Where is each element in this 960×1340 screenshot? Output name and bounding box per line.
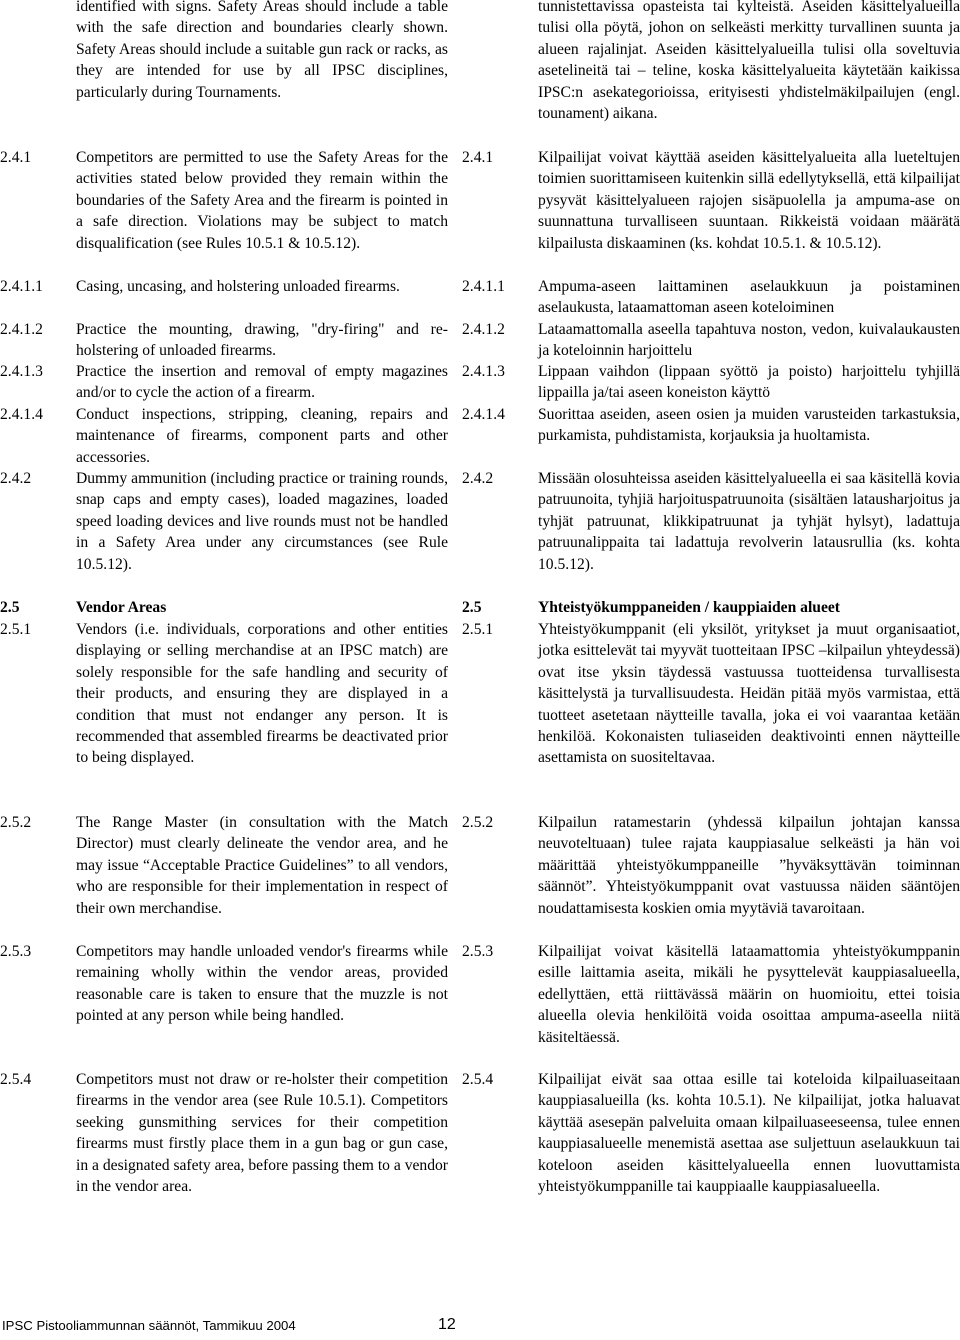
section-2-5-2 [0, 812, 448, 919]
section-2-5-4 [462, 1069, 960, 1197]
section-text: Vendors (i.e. individuals, corporations and other entities displaying or selling merchandise at an IPSC match) are solely responsible for the safe handling and security of their products, and ensuring they are displayed in a condition that must not endanger any person. It is recommended that assembled firearms be deactivated prior to being displayed. [76, 621, 448, 767]
continuation-paragraph: identified with signs. Safety Areas should include a table with the safe direction and boundaries clearly shown. Safety Areas should include a suitable gun rack or racks, as they are intended for use by all IPSC disciplines, particularly during Tournaments. [76, 0, 448, 101]
section-2-4-1-1 [0, 276, 448, 297]
section-number: 2.4.2 [462, 470, 494, 487]
section-text: Casing, uncasing, and holstering unloaded firearms. [76, 278, 400, 295]
page-number: 12 [438, 1316, 456, 1333]
section-text: Kilpailun ratamestarin (yhdessä kilpailun johtajan kanssa neuvoteltuaan) tulee rajata kauppiasalue selkeästi ja hän voi määrittää yhteistyökumppaneille ”hyväksyttävän toiminnan säännöt”. Yhteistyökumppanit ovat vastuussa näiden sääntöjen noudattamisesta koskien omia myytäviä tavaroitaan. [538, 814, 960, 917]
section-text: Competitors must not draw or re-holster their competition firearms in the vendor area (see Rule 10.5.1). Competitors seeking gunsmithing services for their competition firearms must firstly place them in a gun bag or gun case, in a designated safety area, before passing them to a vendor in the vendor area. [76, 1071, 448, 1196]
section-number: 2.5 [462, 599, 482, 616]
section-number: 2.4.2 [0, 470, 32, 487]
section-text: Missään olosuhteissa aseiden käsittelyalueella ei saa käsitellä kovia patruunoita, tyhjiä harjoituspatruunoita (sisältäen latausharjoitus ja tyhjät patruunat, klikkipatruunat ja tyhjät hylsyt), ladattuja patruunalippaita tai ladattuja revolverin latausrullia (ks. kohta 10.5.12). [538, 470, 960, 573]
continuation-paragraph: tunnistettavissa opasteista tai kylteistä. Aseiden käsittelyalueilla tulisi olla pöytä, johon on selkeästi merkitty turvallinen suunta ja alueen rajalinjat. Aseiden käsittelyalueilla tulisi olla soveltuvia asetelineitä tai – teline, koska käsittelyalueita käytetään kaikissa IPSC:n asekategorioissa, erityisesti yhdistelmäkilpailujen (engl. tounament) aikana. [538, 0, 960, 123]
section-2-5-1 [0, 619, 448, 769]
section-number: 2.4.1.4 [0, 406, 43, 423]
section-text: Practice the mounting, drawing, "dry-firing" and re-holstering of unloaded firearms. [76, 321, 448, 360]
section-text: Practice the insertion and removal of empty magazines and/or to cycle the action of a firearm. [76, 363, 448, 402]
section-text: Kilpailijat eivät saa ottaa esille tai koteloida kilpailuaseitaan kauppiasalueilla (ks. kohta 10.5.1). Ne kilpailijat, jotka haluavat käyttää asesepän palveluita omaan kilpailuaseeseensa, tulee ennen kauppiasalueelle menemistä asettaa ase suljettuun aselaukkuun tai koteloon aseiden käsittelyalueella ennen luovuttamista yhteistyökumppanille tai kauppiaalle kauppiasalueella. [538, 1071, 960, 1196]
page-footer: IPSC Pistooliammunnan säännöt, Tammikuu 2004 [2, 1318, 296, 1333]
section-number: 2.4.1.3 [462, 363, 505, 380]
section-number: 2.5.1 [0, 621, 32, 638]
section-2-5-3 [462, 941, 960, 1048]
section-heading: Vendor Areas [76, 599, 167, 616]
section-number: 2.5 [0, 599, 20, 616]
section-number: 2.5.1 [462, 621, 494, 638]
section-2-4-1 [462, 147, 960, 254]
section-number: 2.5.2 [462, 814, 494, 831]
section-number: 2.5.3 [0, 943, 32, 960]
section-text: Yhteistyökumppanit (eli yksilöt, yritykset ja muut organisaatiot, jotka esittelevät tai myyvät tuotteitaan IPSC –kilpailun yhteydessä) ovat itse yksin täydessä vastuussa tuotteidensa turvallisesta käsittelystä ja turvallisuudesta. Heidän pitää myös varmistaa, että tuotteet asetetaan näytteille tavalla, joka ei voi vaarantaa ketään henkilöä. Kokonaisten tuliaseiden deaktivointi ennen näytteille asettamista on suositeltavaa. [538, 621, 960, 767]
section-2-4-2 [462, 468, 960, 575]
section-2-4-1-3 [0, 361, 448, 404]
section-number: 2.4.1.2 [0, 321, 43, 338]
section-2-4-2 [0, 468, 448, 575]
section-2-4-1-1 [462, 276, 960, 319]
section-text: Suorittaa aseiden, aseen osien ja muiden varusteiden tarkastuksia, purkamista, puhdistamista, korjauksia ja huoltamista. [538, 406, 960, 445]
section-text: Kilpailijat voivat käsitellä lataamattomia yhteistyökumppanin esille laittamia aseita, mikäli he pysyttelevät kauppiasalueella, edellyttäen, että riittävässä määrin on huomioitu, ettei toisia alueella olevia henkilöitä voida osoittaa ampuma-aseella niitä käsiteltäessä. [538, 943, 960, 1046]
section-text: Ampuma-aseen laittaminen aselaukkuun ja poistaminen aselaukusta, lataamattoman aseen koteloiminen [538, 278, 960, 317]
section-2-5-3 [0, 941, 448, 1027]
section-2-4-1 [0, 147, 448, 254]
section-number: 2.5.2 [0, 814, 32, 831]
section-text: Competitors may handle unloaded vendor's firearms while remaining wholly within the vendor areas, provided reasonable care is taken to ensure that the muzzle is not pointed at any person while being handled. [76, 943, 448, 1025]
section-text: Conduct inspections, stripping, cleaning, repairs and maintenance of firearms, component parts and other accessories. [76, 406, 448, 466]
section-2-5-2 [462, 812, 960, 919]
section-number: 2.4.1.2 [462, 321, 505, 338]
section-number: 2.5.4 [0, 1071, 32, 1088]
section-text: Kilpailijat voivat käyttää aseiden käsittelyalueita alla lueteltujen toimien suorittamiseen kuitenkin sillä edellytyksellä, että kilpailijat pysyvät käsittelyalueen rajojen sisäpuolella ja ampuma-ase on suunnattuna turvalliseen suuntaan. Rikkeistä voidaan määrätä kilpailusta diskaaminen (ks. kohdat 10.5.1. & 10.5.12). [538, 149, 960, 252]
section-text: Competitors are permitted to use the Safety Areas for the activities stated below provided they remain within the boundaries of the Safety Area and the firearm is pointed in a safe direction. Violations may be subject to match disqualification (see Rules 10.5.1 & 10.5.12). [76, 149, 448, 252]
section-heading-2-5 [0, 597, 448, 618]
section-number: 2.4.1.1 [462, 278, 505, 295]
section-2-4-1-4 [462, 404, 960, 447]
section-number: 2.4.1.3 [0, 363, 43, 380]
section-number: 2.5.3 [462, 943, 494, 960]
section-number: 2.5.4 [462, 1071, 494, 1088]
section-text: Lataamattomalla aseella tapahtuva noston, vedon, kuivalaukausten ja koteloinnin harjoittelu [538, 321, 960, 360]
section-number: 2.4.1.1 [0, 278, 43, 295]
section-text: The Range Master (in consultation with the Match Director) must clearly delineate the vendor area, and he may issue “Acceptable Practice Guidelines” to all vendors, who are responsible for their implementation in respect of their own merchandise. [76, 814, 448, 917]
section-2-4-1-2 [0, 319, 448, 362]
section-text: Lippaan vaihdon (lippaan syöttö ja poisto) harjoittelu tyhjillä lippailla ja/tai aseen koneiston käyttö [538, 363, 960, 402]
section-2-4-1-2 [462, 319, 960, 362]
section-2-5-1 [462, 619, 960, 769]
section-2-4-1-4 [0, 404, 448, 468]
section-number: 2.4.1 [462, 149, 494, 166]
section-heading: Yhteistyökumppaneiden / kauppiaiden alueet [538, 599, 840, 616]
section-2-4-1-3 [462, 361, 960, 404]
section-heading-2-5 [462, 597, 960, 618]
section-number: 2.4.1.4 [462, 406, 505, 423]
section-2-5-4 [0, 1069, 448, 1197]
section-text: Dummy ammunition (including practice or training rounds, snap caps and empty cases), loaded magazines, loaded speed loading devices and live rounds must not be handled in a Safety Area under any circumstances (see Rule 10.5.12). [76, 470, 448, 573]
section-number: 2.4.1 [0, 149, 32, 166]
